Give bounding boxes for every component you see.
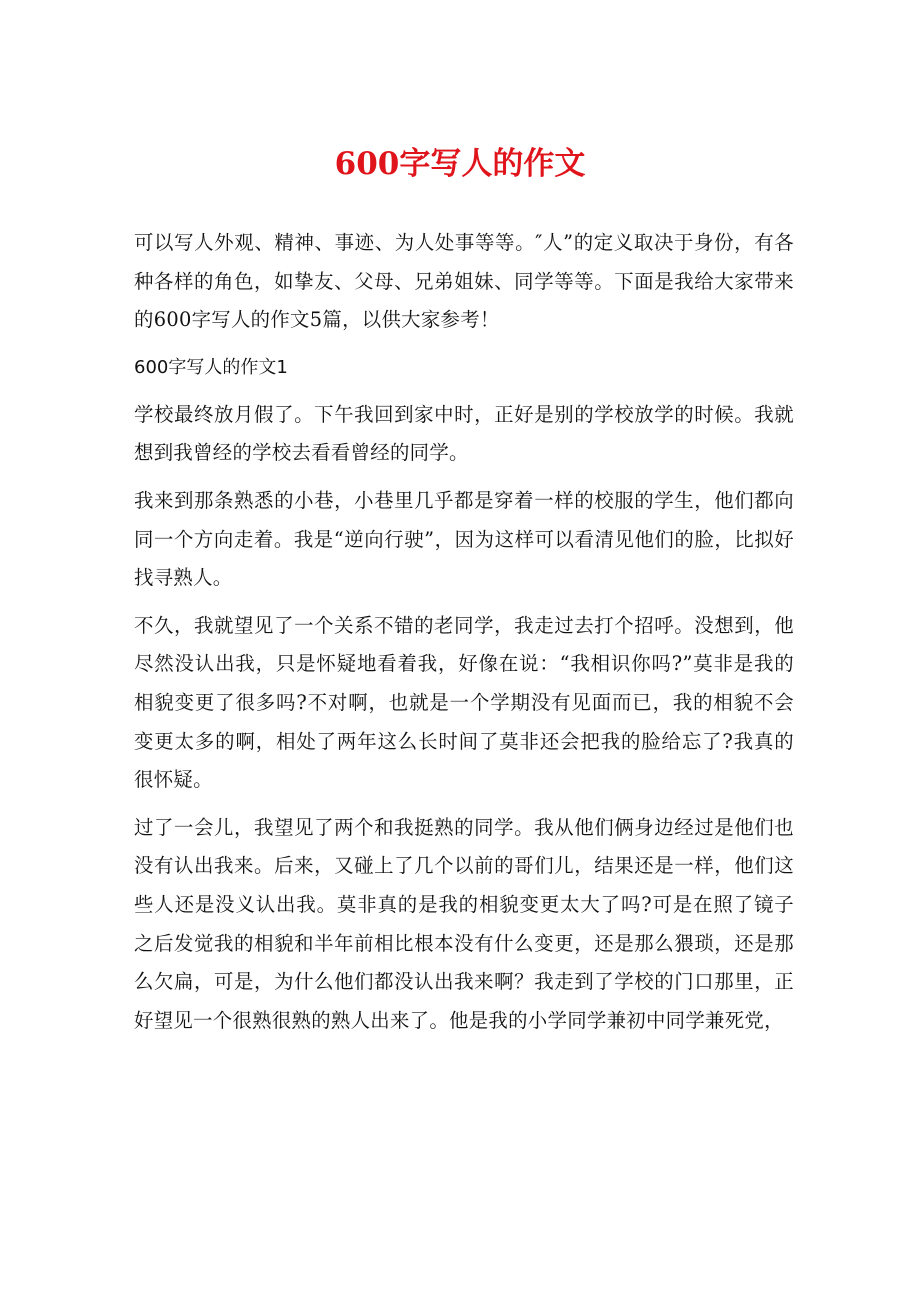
essay-paragraph: 学校最终放月假了。下午我回到家中时，正好是别的学校放学的时候。我就想到我曾经的学校去看看曾经的同学。 — [134, 402, 794, 465]
essay-paragraph: 过了一会儿，我望见了两个和我挺熟的同学。我从他们俩身边经过是他们也没有认出我来。后来，又碰上了几个以前的哥们儿，结果还是一样，他们这些人还是没义认出我。莫非真的是我的相貌变更太大了吗?可是在照了镜子之后发觉我的相貌和半年前相比根本没有什么变更，还是那么猥琐，还是那么欠扁，可是，为什么他们都没认出我来啊？我走到了学校的门口那里，正好望见一个很熟很熟的熟人出来了。他是我的小学同学兼初中同学兼死党， — [134, 815, 794, 1032]
essay-heading: 600字写人的作文1 — [134, 356, 288, 378]
essay-paragraph: 不久，我就望见了一个关系不错的老同学，我走过去打个招呼。没想到，他尽然没认出我，只是怀疑地看着我，好像在说：“我相识你吗?”莫非是我的相貌变更了很多吗?不对啊，也就是一个学期没有见面而已，我的相貌不会变更太多的啊，相处了两年这么长时间了莫非还会把我的脸给忘了?我真的很怀疑。 — [134, 613, 794, 792]
document-body — [134, 224, 794, 1040]
essay-paragraph: 我来到那条熟悉的小巷，小巷里几乎都是穿着一样的校服的学生，他们都向同一个方向走着。我是“逆向行驶”，因为这样可以看清见他们的脸，比拟好找寻熟人。 — [134, 488, 794, 590]
document-title: 600字写人的作文 — [334, 146, 586, 182]
intro-paragraph: 可以写人外观、精神、事迹、为人处事等等。″人”的定义取决于身份，有各种各样的角色，如挚友、父母、兄弟姐妹、同学等等。下面是我给大家带来的600字写人的作文5篇，以供大家参考！ — [134, 231, 794, 332]
